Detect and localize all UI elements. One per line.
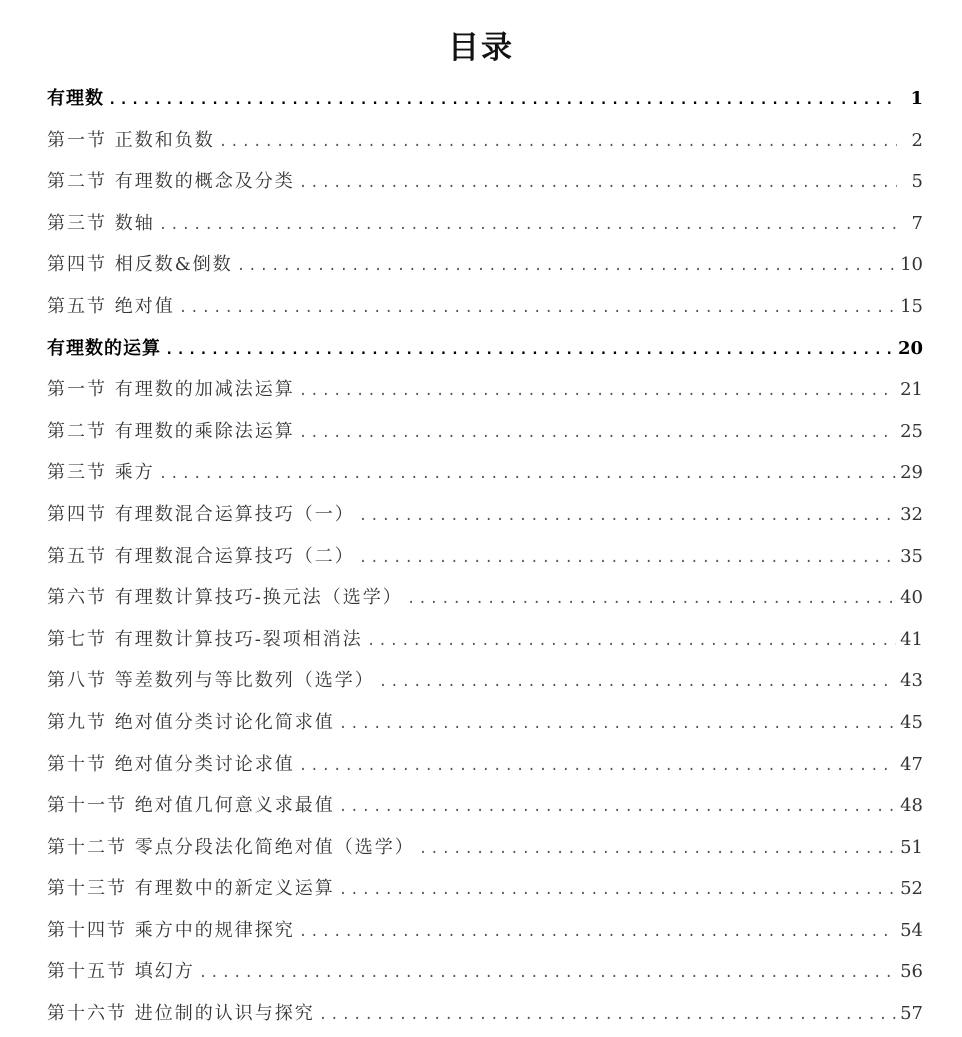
toc-dot-leader — [319, 995, 896, 1037]
toc-page-number: 45 — [900, 711, 923, 733]
toc-dot-leader — [299, 371, 896, 413]
toc-dot-leader — [159, 205, 897, 247]
toc-entry-label: 第三节 数轴 — [47, 212, 155, 234]
toc-entry-label: 第一节 有理数的加减法运算 — [47, 379, 295, 401]
toc-dot-leader — [299, 746, 896, 788]
toc-section-entry[interactable] — [47, 286, 923, 328]
toc-dot-leader — [339, 870, 896, 912]
toc-dot-leader — [299, 413, 896, 455]
toc-page-number: 54 — [900, 919, 923, 941]
toc-section-entry[interactable] — [47, 244, 923, 286]
toc-entry-label: 第八节 等差数列与等比数列（选学） — [47, 670, 375, 692]
toc-dot-leader — [299, 163, 897, 205]
toc-section-entry[interactable] — [47, 369, 923, 411]
toc-entry-label: 第五节 有理数混合运算技巧（二） — [47, 545, 355, 567]
toc-page-number: 52 — [900, 878, 923, 900]
toc-page-number: 15 — [900, 295, 923, 317]
toc-section-entry[interactable] — [47, 827, 923, 869]
toc-dot-leader — [419, 829, 896, 871]
toc-entry-label: 第六节 有理数计算技巧-换元法（选学） — [47, 587, 403, 609]
toc-section-entry[interactable] — [47, 577, 923, 619]
toc-page-number: 41 — [900, 628, 923, 650]
toc-page-number: 5 — [911, 171, 923, 193]
toc-section-entry[interactable] — [47, 619, 923, 661]
toc-entry-label: 第十一节 绝对值几何意义求最值 — [47, 795, 335, 817]
toc-entry-label: 第七节 有理数计算技巧-裂项相消法 — [47, 628, 363, 650]
toc-page-number: 29 — [900, 462, 923, 484]
toc-dot-leader — [219, 122, 897, 164]
toc-page-number: 2 — [911, 129, 923, 151]
toc-list — [47, 78, 923, 1035]
toc-entry-label: 第十四节 乘方中的规律探究 — [47, 919, 295, 941]
toc-section-entry[interactable] — [47, 161, 923, 203]
toc-chapter-entry[interactable] — [47, 328, 923, 370]
toc-entry-label: 有理数的运算 — [47, 337, 161, 359]
toc-chapter-entry[interactable] — [47, 78, 923, 120]
toc-dot-leader — [299, 912, 896, 954]
toc-section-entry[interactable] — [47, 744, 923, 786]
toc-section-entry[interactable] — [47, 951, 923, 993]
page-title: 目录 — [448, 30, 514, 66]
toc-dot-leader — [339, 704, 896, 746]
toc-dot-leader — [407, 579, 896, 621]
toc-section-entry[interactable] — [47, 868, 923, 910]
toc-entry-label: 第九节 绝对值分类讨论化简求值 — [47, 711, 335, 733]
toc-dot-leader — [237, 246, 896, 288]
toc-entry-label: 第三节 乘方 — [47, 462, 155, 484]
toc-entry-label: 第十二节 零点分段法化简绝对值（选学） — [47, 836, 415, 858]
toc-page-number: 40 — [900, 587, 923, 609]
toc-entry-label: 第十节 绝对值分类讨论求值 — [47, 753, 295, 775]
toc-section-entry[interactable] — [47, 452, 923, 494]
toc-entry-label: 有理数 — [47, 88, 104, 109]
toc-section-entry[interactable] — [47, 993, 923, 1035]
toc-entry-label: 第二节 有理数的概念及分类 — [47, 171, 295, 193]
toc-dot-leader — [199, 953, 896, 995]
toc-page-number: 56 — [900, 961, 923, 983]
toc-section-entry[interactable] — [47, 702, 923, 744]
toc-page-number: 32 — [900, 503, 923, 525]
toc-page-number: 43 — [900, 670, 923, 692]
toc-page-number: 35 — [900, 545, 923, 567]
toc-dot-leader — [359, 496, 896, 538]
toc-page-number: 47 — [900, 753, 923, 775]
toc-entry-label: 第十三节 有理数中的新定义运算 — [47, 878, 335, 900]
toc-dot-leader — [165, 330, 894, 372]
toc-entry-label: 第五节 绝对值 — [47, 295, 175, 317]
toc-section-entry[interactable] — [47, 785, 923, 827]
toc-section-entry[interactable] — [47, 910, 923, 952]
toc-page-number: 20 — [897, 337, 923, 359]
toc-dot-leader — [339, 787, 896, 829]
toc-page-number: 25 — [900, 420, 923, 442]
toc-page-number: 7 — [911, 212, 923, 234]
toc-entry-label: 第十五节 填幻方 — [47, 961, 195, 983]
toc-page-number: 21 — [900, 379, 923, 401]
toc-section-entry[interactable] — [47, 411, 923, 453]
toc-page-number: 10 — [900, 254, 923, 276]
toc-page-number: 51 — [900, 836, 923, 858]
toc-dot-leader — [159, 454, 896, 496]
toc-page-number: 1 — [910, 88, 923, 109]
toc-entry-label: 第二节 有理数的乘除法运算 — [47, 420, 295, 442]
toc-entry-label: 第一节 正数和负数 — [47, 129, 215, 151]
toc-dot-leader — [179, 288, 896, 330]
toc-section-entry[interactable] — [47, 494, 923, 536]
toc-entry-label: 第十六节 进位制的认识与探究 — [47, 1003, 315, 1025]
toc-dot-leader — [379, 662, 896, 704]
toc-page-number: 48 — [900, 795, 923, 817]
toc-section-entry[interactable] — [47, 660, 923, 702]
toc-entry-label: 第四节 有理数混合运算技巧（一） — [47, 503, 355, 525]
toc-dot-leader — [367, 621, 896, 663]
toc-section-entry[interactable] — [47, 536, 923, 578]
toc-dot-leader — [359, 538, 896, 580]
toc-section-entry[interactable] — [47, 120, 923, 162]
toc-page-number: 57 — [900, 1003, 923, 1025]
toc-section-entry[interactable] — [47, 203, 923, 245]
toc-entry-label: 第四节 相反数&倒数 — [47, 254, 233, 276]
toc-dot-leader — [108, 80, 897, 122]
